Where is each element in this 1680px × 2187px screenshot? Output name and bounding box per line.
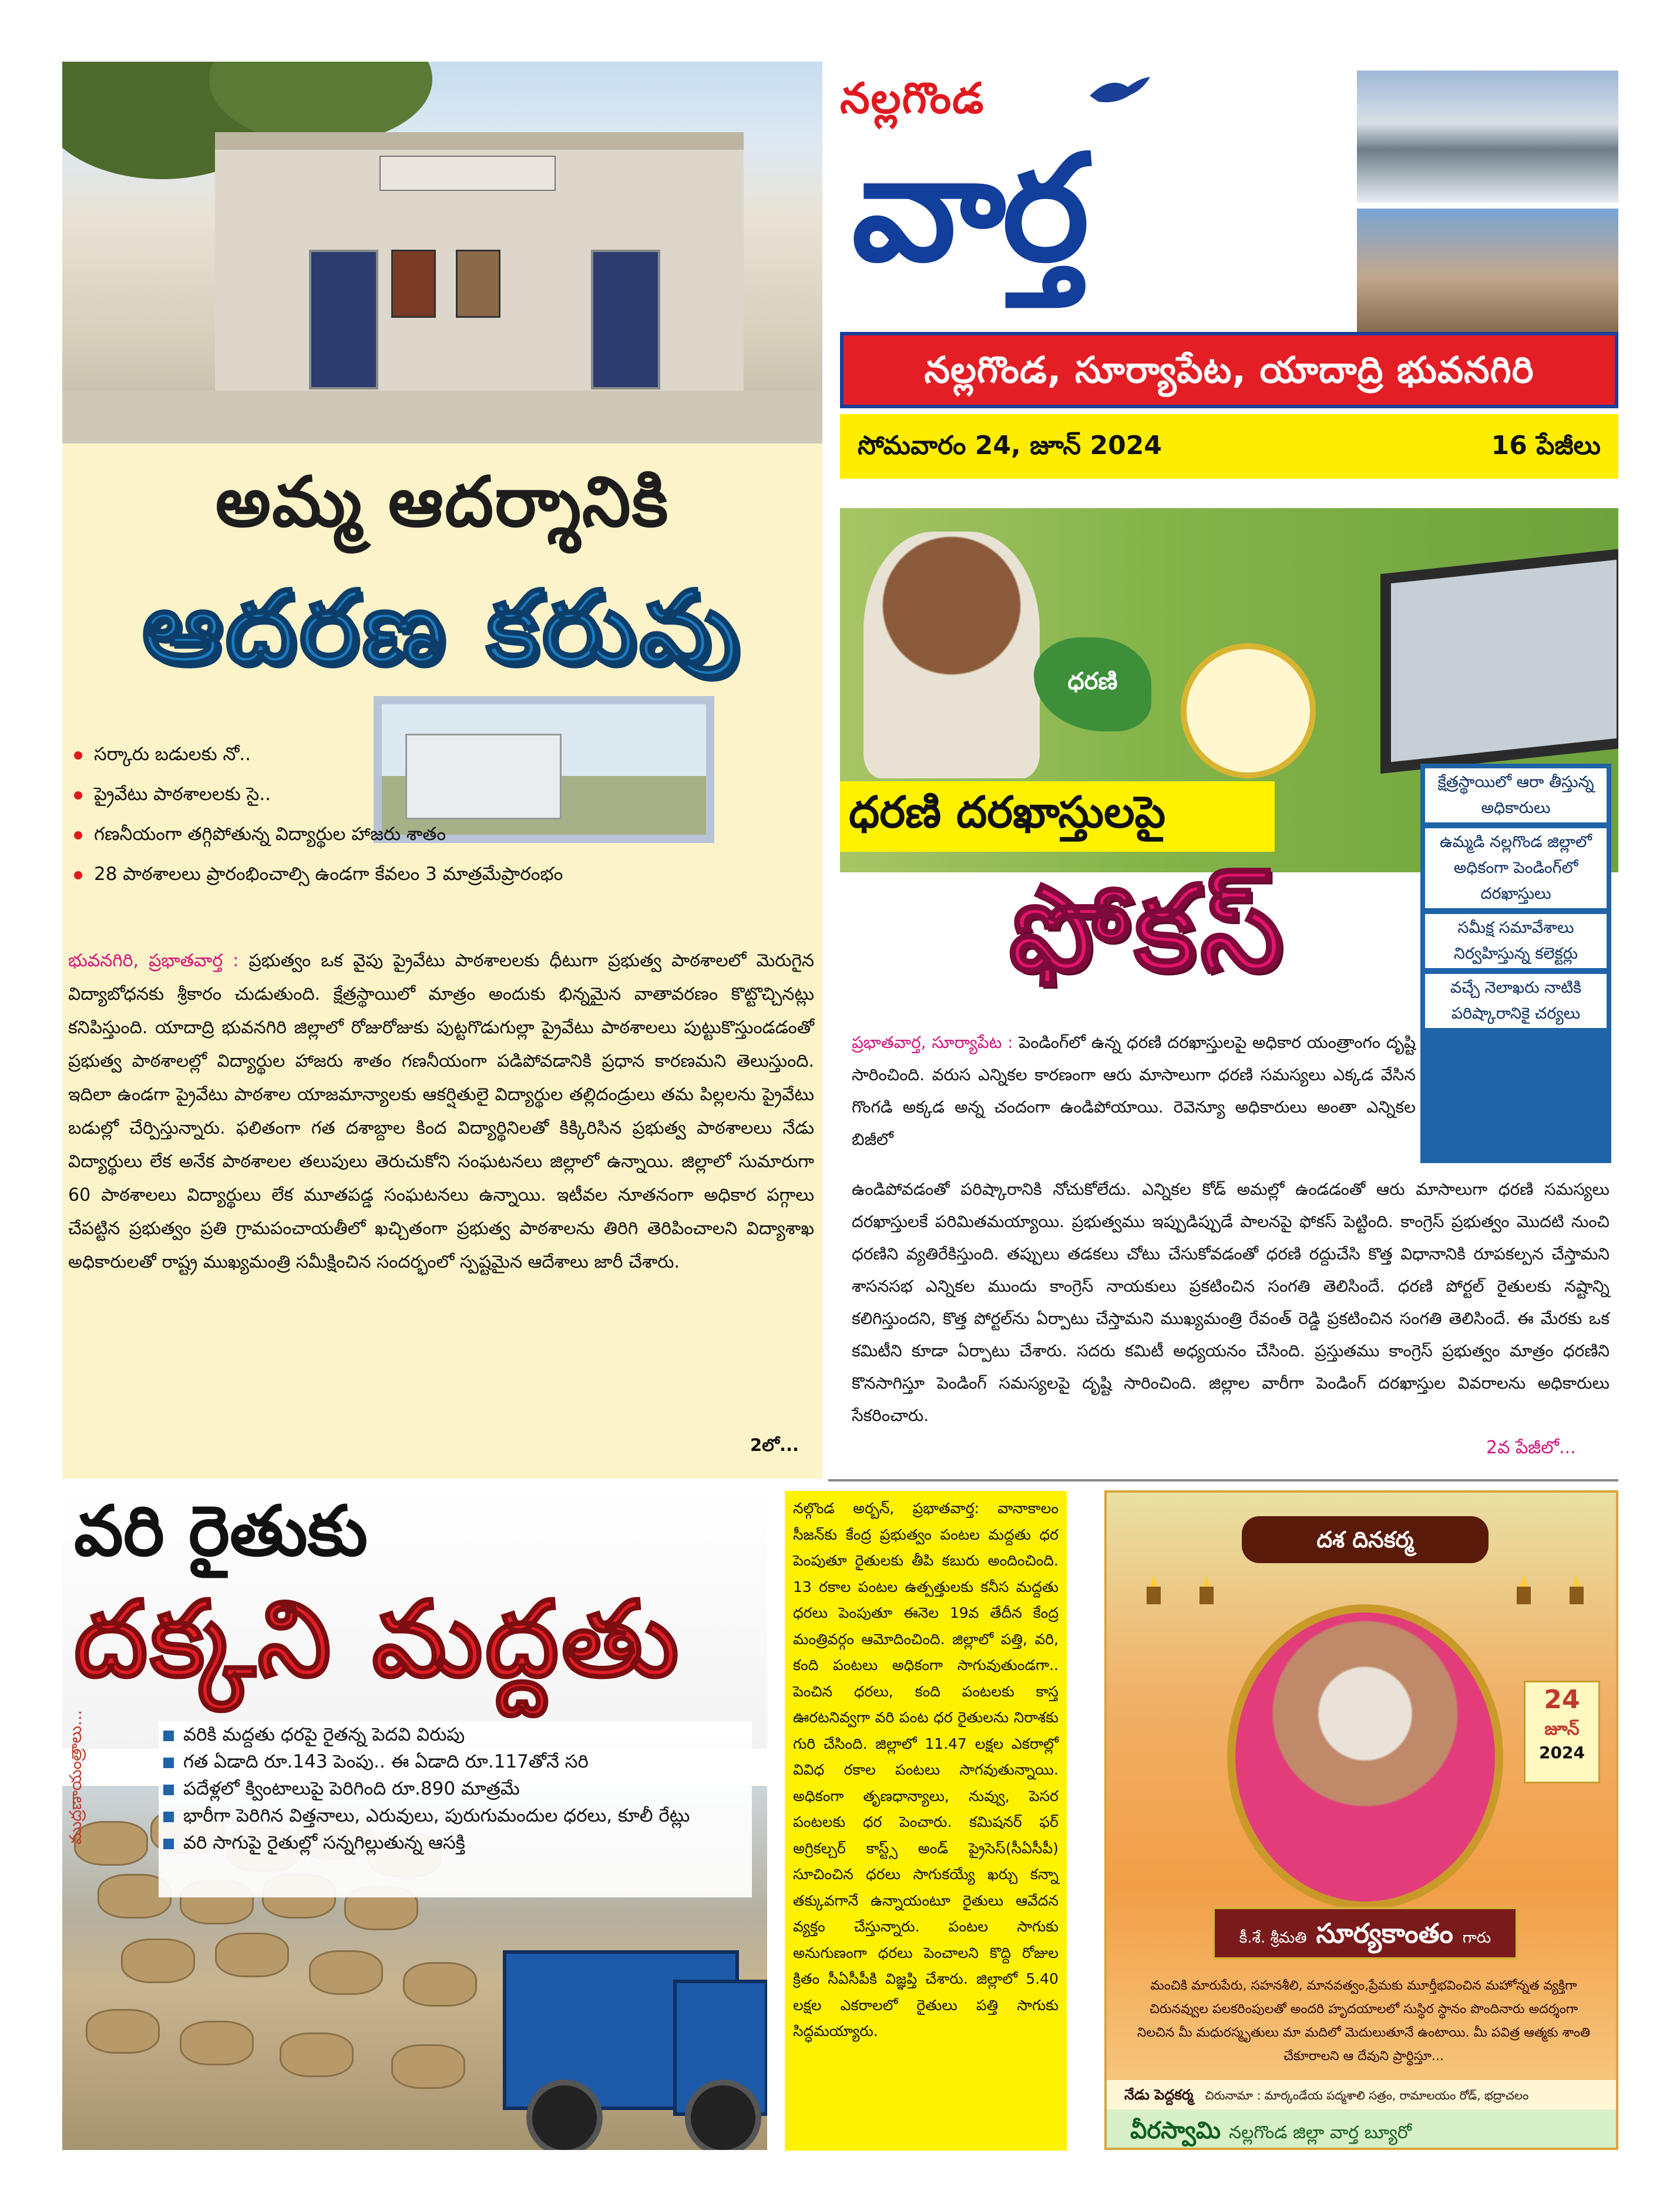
paddy-bullet-list (159, 1721, 752, 1897)
focus-headline-big: ఫోకస్ (1009, 861, 1288, 997)
school-headline-line2: ఆదరణ కరువు (142, 570, 743, 686)
paddy-headline-line1: వరి రైతుకు (74, 1490, 368, 1571)
divider (828, 1479, 1618, 1481)
lamp-icon (1512, 1575, 1535, 1610)
portrait-photo (1227, 1604, 1503, 1910)
paddy-headline-line2: దక్కని మద్దతు (74, 1578, 681, 1700)
temple-photo (1357, 209, 1618, 332)
ad-message: మంచికి మారుపేరు, సహనశీలి, మానవత్వం,ప్రేమకు మూర్తీభవించిన మహోన్నత వ్యక్తిగా చిరునవ్వుల పలకరింపులతో అందరి హృదయాలలో సుస్థిర స్థానం పొందినారు అదర్శంగా నిలచిన మీ మధురస్మృతులు మా మదిలో మెదులుతూనే ఉంటాయి. మీ పవిత్ర ఆత్మకు శాంతి చేకూరాలని ఆ దేవుని ప్రార్థిస్తూ... (1137, 1978, 1591, 2064)
paddy-article-column: నల్గొండ అర్బన్, ప్రభాతవార్త: వానాకాలం సీజన్‌కు కేంద్ర ప్రభుత్వం పంటల మద్దతు ధర పెంపుతూ రైతులకు తీపి కబురు అందించింది. 13 రకాల పంటల ఉత్పత్తులకు కనీస మద్దతు ధరలు పెంపుతూ ఈనెల 19వ తేదీన కేంద్ర మంత్రివర్గం ఆమోదించింది. జిల్లాలో పత్తి, వరి, కంది పంటలు అధికంగా సాగువుతుండగా.. పెంచిన ధరలు, కంది పంటలకు కాస్త ఊరటనివ్వగా వరి పంట ధర రైతులను నిరాశకు గురి చేసింది. జిల్లాలో 11.47 లక్షల ఎకరాల్లో వివిధ రకాల పంటలు సాగవుతున్నాయి. అధికంగా తృణధాన్యాలు, నువ్వు, పెసర పంటలకు ధర పెంచారు. కమిషనర్ ఫర్ అగ్రికల్చర్ కాస్ట్స్ అండ్ ప్రైసెస్(సీఏసీపీ) సూచించిన ధరలు సాగుకయ్యే ఖర్చు కన్నా తక్కువగానే ఉన్నాయంటూ రైతులు ఆవేదన వ్యక్తం చేస్తున్నారు. పంటల సాగుకు అనుగుణంగా ధరలు పెంచాలని కొద్ది రోజుల క్రితం సీఏసీపీకి విజ్ఞప్తి చేశారు. జిల్లాలో 5.40 లక్షల ఎకరాలలో రైతులు పత్తి సాగుకు సిద్ధమయ్యారు. (785, 1491, 1067, 2151)
list-item: సర్కారు బడులకు నో.. (74, 734, 814, 774)
page-count: 16 పేజీలు (1491, 431, 1601, 461)
farmer-figure (863, 532, 1040, 778)
masthead (840, 62, 1618, 479)
list-item: పదేళ్లలో క్వింటాలుపై పెరిగింది రూ.890 మాత్రమే (159, 1775, 752, 1802)
dove-icon (1087, 72, 1151, 107)
laptop-figure (1380, 548, 1618, 774)
list-item: 28 పాఠశాలలు ప్రారంభించాల్సి ఉండగా కేవలం 3 మాత్రమేప్రారంభం (74, 854, 814, 894)
ad-date-month: జూన్ (1544, 1719, 1580, 1739)
school-article-body: భువనగిరి, ప్రభాతవార్త : ప్రభుత్వం ఒక వైపు ప్రైవేటు పాఠశాలలకు ధీటుగా ప్రభుత్వ పాఠశాలలో మెరుగైన విద్యాబోధనకు శ్రీకారం చుడుతుంది. క్షేత్రస్థాయిలో మాత్రం అందుకు భిన్నమైన వాతావరణం కొట్టొచ్చినట్లు కనిపిస్తుంది. యాదాద్రి భువనగిరి జిల్లాలో రోజురోజుకు పుట్టగొడుగుల్లా ప్రైవేటు పాఠశాలలు పుట్టుకొస్తుండడంతో ప్రభుత్వ పాఠశాలల్లో విద్యార్థుల హాజరు శాతం గణనీయంగా పడిపోవడానికి ప్రధాన కారణమని తెలుస్తుంది. ఇదిలా ఉండగా ప్రైవేటు పాఠశాల యాజమాన్యాలకు ఆకర్షితులై విద్యార్థుల తల్లిదండ్రులు తమ పిల్లలను ప్రైవేటు బడుల్లో చేర్పిస్తున్నారు. ఫలితంగా గత దశాబ్దాల కింద విద్యార్థినిలతో కిక్కిరిసిన ప్రభుత్వ పాఠశాలలు నేడు విద్యార్థులు లేక అనేక పాఠశాలల తలుపులు తెరుచుకోని సంఘటనలు జిల్లాలో ఉన్నాయి. జిల్లాలో సుమారుగా 60 పాఠశాలలు విద్యార్థులు లేక మూతపడ్డ సంఘటనలు ఉన్నాయి. ఇటీవల నూతనంగా అధికార పగ్గాలు చేపట్టిన ప్రభుత్వం ప్రతి గ్రామపంచాయతీలో ఖచ్చితంగా ప్రభుత్వ పాఠశాలను తిరిగి తెరిపించాలని విద్యాశాఖ అధికారులతో రాష్ట్ర ముఖ్యమంత్రి సమీక్షించిన సందర్భంలో స్పష్టమైన ఆదేశాలు జారీ చేశారు. (68, 950, 814, 1272)
masthead-date-bar (840, 414, 1618, 479)
masthead-logo: వార్త (852, 123, 1086, 294)
lamp-icon (1142, 1575, 1165, 1610)
list-item: వరి సాగుపై రైతుల్లో సన్నగిల్లుతున్న ఆసక్తి (159, 1829, 752, 1856)
focus-sidebar (1420, 764, 1611, 1163)
ad-name-bar: కీ.శే. శ్రీమతి సూర్యకాంతం గారు (1212, 1907, 1518, 1960)
school-bullet-list (74, 734, 814, 894)
list-item: వరికి మద్దతు ధరపై రైతన్న పెదవి విరుపు (159, 1721, 752, 1748)
focus-article-body-bottom: ఉండిపోవడంతో పరిష్కారానికి నోచుకోలేదు. ఎన్నికల కోడ్ అమల్లో ఉండడంతో ఆరు మాసాలుగా ధరణి సమస్యలు దరఖాస్తులకే పరిమితమయ్యాయి. ప్రభుత్వము ఇప్పుడిప్పుడే పాలనపై ఫోకస్ పెట్టింది. కాంగ్రెస్ ప్రభుత్వం మొదటి నుంచి ధరణిని వ్యతిరేకిస్తుంది. తప్పులు తడకలు చోటు చేసుకోవడంతో ధరణి రద్దుచేసి కొత్త విధానానికి రూపకల్పన చేస్తామని శాసనసభ ఎన్నికల ముందు కాంగ్రెస్ నాయకులు ప్రకటించిన సంగతి తెలిసిందే. ధరణి పోర్టల్ రైతులకు నష్టాన్ని కలిగిస్తుందని, కొత్త పోర్టల్‌ను ఏర్పాటు చేస్తామని ముఖ్యమంత్రి రేవంత్ రెడ్డి ప్రకటించిన సంగతి తెలిసిందే. ఈ మేరకు ఒక కమిటీని కూడా ఏర్పాటు చేశారు. సదరు కమిటీ అధ్యయనం చేసింది. ప్రస్తుతము కాంగ్రెస్ ప్రభుత్వం మాత్రం ధరణిని కొనసాగిస్తూ పెండింగ్ సమస్యలపై దృష్టి సారించింది. జిల్లాల వారీగా పెండింగ్ దరఖాస్తుల వివరాలను అధికారులు సేకరించారు. (852, 1180, 1610, 1425)
ad-date (1524, 1681, 1600, 1783)
focus-article-body-top: ప్రభాతవార్త, సూర్యాపేట : పెండింగ్‌లో ఉన్న ధరణి దరఖాస్తులపై అధికార యంత్రాంగం దృష్టి సారించింది. వరుస ఎన్నికల కారణంగా ఆరు మాసాలుగా ధరణి సమస్యలు ఎక్కడ వేసిన గొంగడి అక్కడ అన్న చందంగా ఉండిపోయాయి. రెవెన్యూ అధికారులు అంతా ఎన్నికల బిజీలో (852, 1033, 1416, 1149)
paddy-headline-area (62, 1490, 767, 1749)
dam-photo (1357, 70, 1618, 203)
sidebar-item: ఉమ్మడి నల్లగొండ జిల్లాలో అధికంగా పెండింగ్‌లో దరఖాస్తులు (1424, 827, 1608, 909)
ad-banner: దశ దినకర్మ (1242, 1516, 1489, 1563)
continued-link[interactable]: 2వ పేజీలో... (1486, 1437, 1576, 1458)
ad-bottom-bar: నేడు పెద్దకర్మ చిరునామా : మార్కండేయ పద్మశాలి సత్రం, రామాలయం రోడ్, భద్రాచలం (1107, 2080, 1618, 2109)
sidebar-item: వచ్చే నెలాఖరు నాటికి పరిష్కారానికై చర్యలు (1424, 973, 1608, 1029)
dateline: భువనగిరి, ప్రభాతవార్త : (68, 950, 239, 971)
ad-date-year: 2024 (1539, 1743, 1585, 1762)
school-building-photo (62, 62, 822, 444)
list-item: గత ఏడాది రూ.143 పెంపు.. ఈ ఏడాది రూ.117తోనే సరి (159, 1748, 752, 1775)
list-item: భారీగా పెరిగిన విత్తనాలు, ఎరువులు, పురుగుమందుల ధరలు, కూలీ రేట్లు (159, 1802, 752, 1829)
list-item: ప్రైవేటు పాఠశాలలకు సై.. (74, 774, 814, 814)
focus-headline-small: ధరణి దరఖాస్తులపై (849, 787, 1166, 838)
ad-footer: వీరస్వామి నల్లగొండ జిల్లా వార్త బ్యూరో (1107, 2109, 1618, 2150)
list-item: గణనీయంగా తగ్గిపోతున్న విద్యార్థుల హాజరు శాతం (74, 814, 814, 854)
continued-link[interactable]: 2లో... (747, 1435, 802, 1460)
school-story (62, 62, 822, 1479)
obituary-advertisement (1104, 1490, 1618, 2150)
photo-credit: ముద్రణాయంత్రాలు... (66, 1710, 85, 1845)
dharani-map-tag: ధరణి (1034, 637, 1151, 731)
dateline: నల్గొండ అర్బన్, ప్రభాతవార్త: (793, 1500, 980, 1517)
sidebar-item: సమీక్ష సమావేశాలు నిర్వహిస్తున్న కలెక్టర్లు (1424, 913, 1608, 969)
sidebar-item: క్షేత్రస్థాయిలో ఆరా తీస్తున్న అధికారులు (1424, 767, 1608, 824)
ad-date-day: 24 (1544, 1685, 1580, 1715)
masthead-city: నల్లగొండ (840, 73, 985, 123)
school-headline-line1: అమ్మ ఆదర్శానికి (215, 461, 670, 542)
dateline: ప్రభాతవార్త, సూర్యాపేట : (852, 1033, 1013, 1052)
lamp-icon (1195, 1575, 1218, 1610)
lamp-icon (1565, 1575, 1588, 1610)
government-logo (1181, 643, 1316, 778)
issue-date: సోమవారం 24, జూన్ 2024 (858, 431, 1162, 461)
masthead-districts: నల్లగొండ, సూర్యాపేట, యాదాద్రి భువనగిరి (840, 332, 1618, 408)
